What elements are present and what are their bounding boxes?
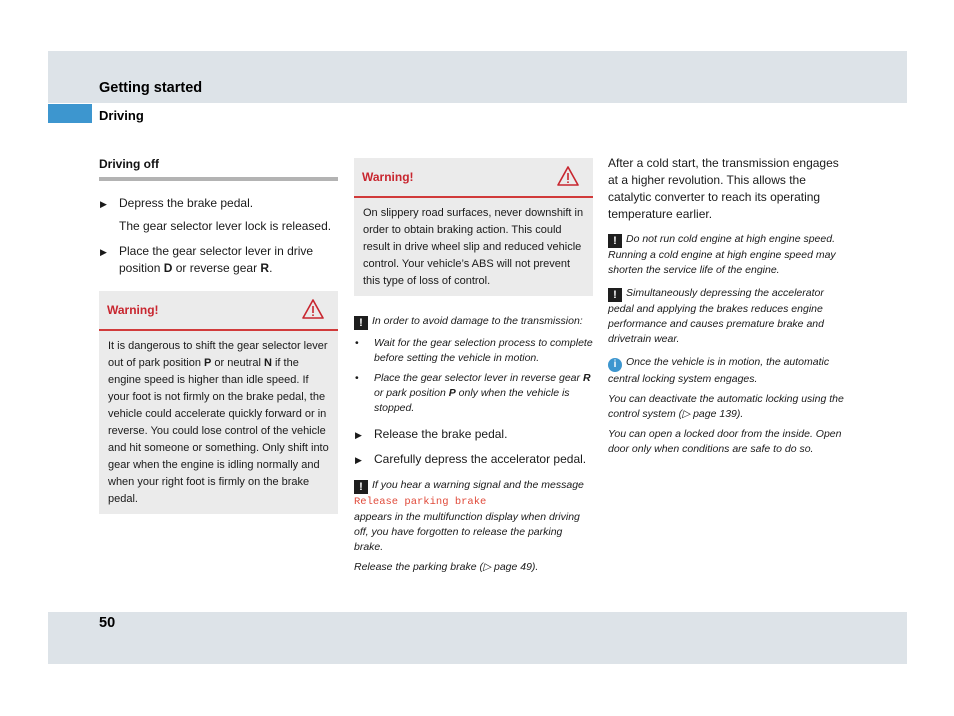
warning-header — [354, 158, 593, 198]
note-page-reference: Release the parking brake (▷ page 49). — [354, 561, 539, 573]
step-depress-accelerator: ▶ Carefully depress the accelerator pedal. — [354, 451, 593, 468]
warning-body: On slippery road surfaces, never downshift in order to obtain braking action. This could result in drive wheel slip and reduced vehicle control. Your vehicle’s ABS will not prevent this type of loss of control. — [363, 207, 584, 287]
exclamation-icon: ! — [354, 316, 368, 330]
step-place-selector: ▶ Place the gear selector lever in drive position D or reverse gear R. — [100, 244, 314, 275]
subsection-title: Driving — [99, 108, 144, 123]
heading-driving-off: Driving off — [99, 155, 338, 181]
display-message: Release parking brake — [354, 496, 487, 508]
triangle-bullet-icon: ▶ — [355, 455, 362, 465]
warning-body: It is dangerous to shift the gear selector lever out of park position P or neutral N if the engine speed is higher than idle speed. If your foot is not firmly on the brake pedal, the vehicle could accelerate quickly forward or in reverse. You could lose control of the vehicle and hit someone or something. Only shift into gear when the engine is idling normally and when your right foot is firmly on the brake pedal. — [108, 340, 329, 505]
note-cold-engine: ! Do not run cold engine at high engine speed. Running a cold engine at high engine speed may shorten the service life of the engine. — [608, 233, 836, 276]
column-right — [608, 155, 847, 457]
bullet-dot: • — [355, 337, 359, 349]
paragraph-cold-start: After a cold start, the transmission engages at a higher revolution. This allows the catalytic converter to reach its operating temperature earlier. — [608, 156, 839, 221]
note-simultaneous-pedals: ! Simultaneously depressing the accelerator pedal and applying the brakes reduces engine performance and causes premature brake and drivetrain wear. — [608, 287, 824, 345]
exclamation-icon: ! — [608, 288, 622, 302]
column-left — [99, 155, 338, 514]
bullet-dot: • — [355, 372, 359, 384]
triangle-bullet-icon: ▶ — [355, 430, 362, 440]
exclamation-icon: ! — [354, 480, 368, 494]
step-release-brake: ▶ Release the brake pedal. — [354, 426, 593, 443]
result-lock-released: The gear selector lever lock is released. — [119, 219, 332, 233]
footer-band — [48, 612, 907, 664]
info-icon: i — [608, 358, 622, 372]
exclamation-icon: ! — [608, 234, 622, 248]
info-central-locking: i Once the vehicle is in motion, the automatic central locking system engages. — [608, 356, 830, 385]
page-number: 50 — [99, 615, 116, 631]
note-transmission-damage: ! In order to avoid damage to the transmission: — [354, 314, 593, 330]
step-depress-brake: ▶ Depress the brake pedal. — [99, 195, 338, 212]
triangle-bullet-icon: ▶ — [100, 247, 107, 257]
info-deactivate-locking: You can deactivate the automatic locking using the control system (▷ page 139). — [608, 393, 844, 420]
column-middle — [354, 155, 593, 575]
list-item: • Wait for the gear selection process to complete before setting the vehicle in motion. — [355, 337, 593, 364]
list-item: • Place the gear selector lever in reverse gear R or park position P only when the vehicle is stopped. — [355, 372, 591, 414]
info-open-door: You can open a locked door from the inside. Open door only when conditions are safe to do so. — [608, 428, 842, 455]
warning-triangle-icon — [557, 165, 579, 187]
section-tab-marker — [48, 104, 92, 123]
warning-header — [99, 291, 338, 331]
warning-triangle-icon — [302, 298, 324, 320]
triangle-bullet-icon: ▶ — [100, 199, 107, 209]
section-title: Getting started — [99, 80, 203, 96]
warning-title: Warning! — [362, 170, 414, 184]
note-parking-brake: ! If you hear a warning signal and the message Release parking brake appears in the multifunction display when driving off, you have forgotten to release the parking brake. — [354, 479, 584, 553]
warning-title: Warning! — [107, 303, 159, 317]
warning-box-gear-shift — [99, 291, 338, 514]
warning-box-slippery-road — [354, 158, 593, 296]
